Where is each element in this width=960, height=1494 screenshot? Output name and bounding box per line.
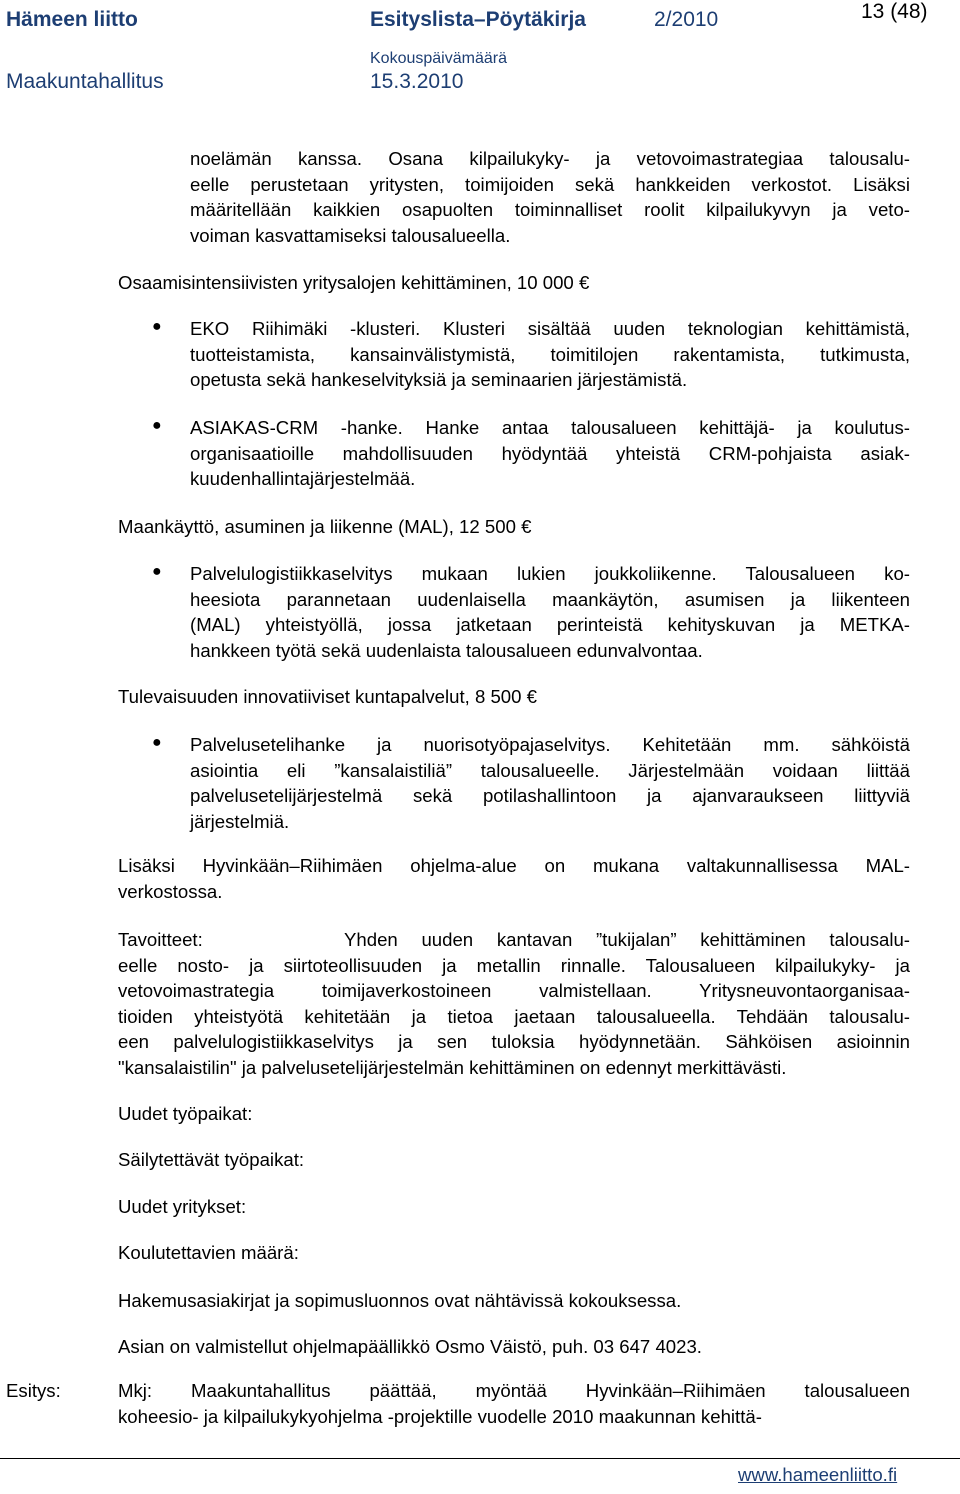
goals-first-line (344, 927, 910, 953)
field-trainees: Koulutettavien määrä: (118, 1242, 299, 1263)
text-line: ASIAKAS-CRM -hanke. Hanke antaa talousalueen kehittäjä- ja koulutus- (190, 417, 910, 438)
section-heading-services: Tulevaisuuden innovatiiviset kuntapalvelut, 8 500 € (118, 686, 537, 707)
bullet-logistics (190, 561, 910, 663)
document-number: 2/2010 (654, 8, 719, 31)
organization-name: Hämeen liitto (6, 8, 138, 31)
text-line: asiointia eli ”kansalaistiliä” talousalueelle. Järjestelmään voidaan liittää (190, 759, 910, 781)
text-line: eelle perustetaan yritysten, toimijoiden sekä hankkeiden verkostot. Lisäksi (190, 173, 910, 195)
text-line: tioiden yhteistyötä kehitetään ja tietoa jaetaan talousalueella. Tehdään talousalu- (118, 1005, 910, 1027)
text-line: eelle nosto- ja siirtoteollisuuden ja metallin rinnalle. Talousalueen kilpailukyky- ja (118, 954, 910, 976)
text-line: voiman kasvattamiseksi talousalueella. (190, 224, 511, 246)
text-line: opetusta sekä hankeselvityksiä ja seminaarien järjestämistä. (190, 369, 688, 390)
text-line: een palvelulogistiikkaselvitys ja sen tuloksia hyödynnetään. Sähköisen asioinnin (118, 1031, 910, 1052)
goals-paragraph (118, 953, 910, 1081)
page-number: 13 (48) (861, 0, 928, 23)
bullet-service-voucher (190, 732, 910, 834)
text-line: (MAL) yhteistyöllä, jossa jatketaan perinteistä kehityskuvan ja METKA- (190, 614, 910, 635)
bullet-dot: ● (152, 734, 162, 751)
text-line: Mkj: Maakuntahallitus päättää, myöntää Hyvinkään–Riihimäen talousalueen (118, 1380, 910, 1401)
document-type: Esityslista–Pöytäkirja (370, 8, 586, 31)
text-line: "kansalaistilin" ja palvelusetelijärjestelmän kehittäminen on edennyt merkittävästi. (118, 1056, 787, 1078)
date-label: Kokouspäivämäärä (370, 50, 507, 67)
text-line: noelämän kanssa. Osana kilpailukyky- ja vetovoimastrategiaa talousalu- (190, 148, 910, 169)
governing-body: Maakuntahallitus (6, 70, 164, 93)
text-line: järjestelmiä. (190, 810, 290, 832)
text-line: koheesio- ja kilpailukykyohjelma -projektille vuodelle 2010 maakunnan kehittä- (118, 1405, 762, 1427)
text-line: Palvelusetelihanke ja nuorisotyöpajaselvitys. Kehitetään mm. sähköistä (190, 734, 910, 755)
text-line: organisaatioille mahdollisuuden hyödyntää yhteistä CRM-pohjaista asiak- (190, 442, 910, 464)
bullet-asiakas-crm (190, 415, 910, 492)
field-new-jobs: Uudet työpaikat: (118, 1103, 253, 1124)
documents-note: Hakemusasiakirjat ja sopimusluonnos ovat nähtävissä kokouksessa. (118, 1290, 682, 1311)
prepared-by-note: Asian on valmistellut ohjelmapäällikkö Osmo Väistö, puh. 03 647 4023. (118, 1336, 702, 1357)
text-line: Yhden uuden kantavan ”tukijalan” kehittäminen talousalu- (344, 929, 910, 950)
mal-network-paragraph (118, 853, 910, 904)
bullet-eko-riihimaki (190, 316, 910, 393)
footer-divider (0, 1458, 960, 1459)
text-line: EKO Riihimäki -klusteri. Klusteri sisältää uuden teknologian kehittämistä, (190, 318, 910, 339)
text-line: verkostossa. (118, 880, 223, 902)
proposal-text (118, 1378, 910, 1429)
text-line: palvelusetelijärjestelmä sekä potilashallintoon ja ajanvaraukseen liittyviä (190, 785, 910, 806)
intro-paragraph (190, 146, 910, 248)
goals-label: Tavoitteet: (118, 929, 203, 950)
text-line: hankkeen työtä sekä uudenlaista talousalueen edunvalvontaa. (190, 639, 703, 661)
bullet-dot: ● (152, 417, 162, 434)
section-heading-knowledge: Osaamisintensiivisten yritysalojen kehittäminen, 10 000 € (118, 272, 590, 293)
text-line: Palvelulogistiikkaselvitys mukaan lukien joukkoliikenne. Talousalueen ko- (190, 563, 910, 584)
text-line: tuotteistamista, kansainvälistymistä, toimitilojen rakentamista, tutkimusta, (190, 343, 910, 365)
section-heading-mal: Maankäyttö, asuminen ja liikenne (MAL), 12 500 € (118, 516, 532, 537)
text-line: vetovoimastrategia toimijaverkostoineen valmistellaan. Yritysneuvontaorganisaa- (118, 980, 910, 1001)
footer-website-link[interactable]: www.hameenliitto.fi (738, 1464, 898, 1485)
meeting-date: 15.3.2010 (370, 70, 464, 93)
bullet-dot: ● (152, 318, 162, 335)
bullet-dot: ● (152, 563, 162, 580)
text-line: määritellään kaikkien osapuolten toiminnalliset roolit kilpailukyvyn ja veto- (190, 199, 910, 220)
field-retained-jobs: Säilytettävät työpaikat: (118, 1149, 305, 1170)
text-line: Lisäksi Hyvinkään–Riihimäen ohjelma-alue on mukana valtakunnallisessa MAL- (118, 855, 910, 876)
text-line: heesiota parannetaan uudenlaisella maankäytön, asumisen ja liikenteen (190, 588, 910, 610)
proposal-label: Esitys: (6, 1380, 61, 1401)
text-line: kuudenhallintajärjestelmää. (190, 468, 416, 489)
field-new-companies: Uudet yritykset: (118, 1196, 247, 1217)
